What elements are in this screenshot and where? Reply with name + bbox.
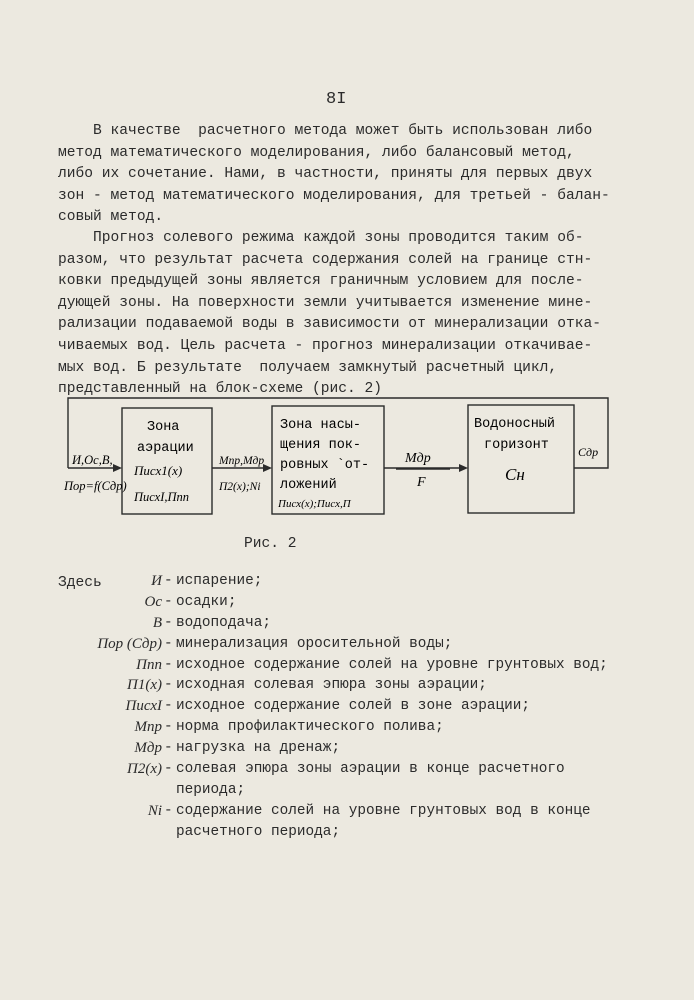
text-line: ковки предыдущей зоны является граничным условием для после- <box>58 273 584 290</box>
legend-dash: - <box>164 761 173 778</box>
legend-definition: исходное содержание солей на уровне грунтовых вод; <box>176 656 608 673</box>
text-line: совый метод. <box>58 209 164 226</box>
legend-row <box>60 740 620 761</box>
legend-list <box>60 573 620 845</box>
link12-bottom-label: П2(x);Ni <box>219 481 261 493</box>
legend-definition: исходная солевая эпюра зоны аэрации; <box>176 677 487 694</box>
box2-line-4: ложений <box>280 478 337 493</box>
legend-symbol: П1(x) <box>127 677 162 694</box>
legend-definition: испарение; <box>176 573 263 589</box>
legend-continuation: периода; <box>176 781 246 798</box>
legend-definition: нагрузка на дренаж; <box>176 740 341 757</box>
legend-dash: - <box>164 593 173 610</box>
legend-dash: - <box>164 698 173 715</box>
box2-line-3: ровных `от- <box>280 458 370 473</box>
legend-continuation: расчетного периода; <box>176 823 341 840</box>
legend-row <box>60 594 620 615</box>
legend-definition: осадки; <box>176 593 237 610</box>
text-line: дующей зоны. На поверхности земли учитывается изменение мине- <box>58 294 593 311</box>
legend-row <box>60 615 620 636</box>
legend-symbol: В <box>152 614 162 631</box>
legend-row <box>60 677 620 698</box>
box1-formula: Писх1(x) <box>134 463 183 478</box>
legend-symbol: Ni <box>147 802 162 819</box>
page-number: 8I <box>326 90 347 109</box>
text-line: метод математического моделирования, либо балансовый метод, <box>58 144 575 161</box>
box2-formula: Писх(x);Писх,П <box>278 498 351 510</box>
legend-intro: Здесь <box>58 575 102 591</box>
text-line: чиваемых вод. Цель расчета - прогноз минерализации откачивае- <box>58 337 593 354</box>
figure-caption: Рис. 2 <box>244 536 297 552</box>
arrow-head-icon <box>263 464 272 472</box>
box3-title: Водоносный <box>474 417 556 432</box>
legend-dash: - <box>164 677 173 694</box>
legend-row <box>60 719 620 740</box>
legend-symbol: Мдр <box>134 740 162 757</box>
legend-row <box>60 761 620 782</box>
text-line: зон - метод математического моделирования, для третьей - балан- <box>58 187 610 204</box>
text-line: В качестве расчетного метода может быть использован либо <box>58 123 593 139</box>
arrow-head-icon <box>113 464 122 472</box>
legend-dash: - <box>164 719 173 736</box>
legend-symbol: И <box>151 573 162 589</box>
box1-formula-2: ПисхI,Ппп <box>134 490 190 504</box>
legend-row <box>60 824 620 845</box>
input-top-label: И,Ос,В, <box>72 453 113 467</box>
text-line: либо их сочетание. Нами, в частности, приняты для первых двух <box>58 166 593 183</box>
box1-subtitle: аэрации <box>137 441 194 456</box>
legend-row <box>60 573 620 594</box>
legend-row <box>60 657 620 678</box>
legend-row <box>60 698 620 719</box>
legend-definition: солевая эпюра зоны аэрации в конце расчетного <box>176 761 565 778</box>
text-line: рализации подаваемой воды в зависимости от минерализации отка- <box>58 316 601 333</box>
legend-definition: норма профилактического полива; <box>176 719 444 736</box>
legend-dash: - <box>164 656 173 673</box>
arrow-head-icon <box>459 464 468 472</box>
legend-row <box>60 803 620 824</box>
input-bottom-label: Пор=f(Cдр) <box>64 479 127 493</box>
legend-dash: - <box>164 635 173 652</box>
link12-top-label: Мпр,Мдр <box>219 455 265 467</box>
legend-symbol: П2(x) <box>127 761 162 778</box>
text-line: представленный на блок-схеме (рис. 2) <box>58 381 383 398</box>
box3-symbol: Сн <box>505 465 525 484</box>
output-label: Cдр <box>578 445 599 459</box>
legend-dash: - <box>164 740 173 757</box>
legend-dash: - <box>164 802 173 819</box>
box2-line-1: Зона насы- <box>280 418 362 433</box>
legend-symbol: Мпр <box>134 719 162 736</box>
link23-top-label: Мдр <box>405 451 431 466</box>
legend-symbol: ПисхI <box>125 698 162 715</box>
text-line: Прогноз солевого режима каждой зоны проводится таким об- <box>58 230 584 246</box>
legend-definition: содержание солей на уровне грунтовых вод в конце <box>176 802 591 819</box>
legend-row <box>60 636 620 657</box>
legend-definition: исходное содержание солей в зоне аэрации; <box>176 698 531 715</box>
legend-definition: минерализация оросительной воды; <box>176 635 453 652</box>
legend-symbol: Ппп <box>136 656 162 673</box>
legend-symbol: Ос <box>144 593 162 610</box>
legend-dash: - <box>164 614 173 631</box>
legend-definition: водоподача; <box>176 614 271 631</box>
legend-row <box>60 782 620 803</box>
legend-dash: - <box>164 573 173 589</box>
legend-symbol: Пор (Cдр) <box>97 635 162 652</box>
link23-bottom-label: F <box>417 475 426 490</box>
box2-line-2: щения пок- <box>280 438 362 453</box>
text-line: мых вод. Б результате получаем замкнутый расчетный цикл, <box>58 359 558 376</box>
box1-title: Зона <box>147 420 180 435</box>
box3-subtitle: горизонт <box>484 438 549 453</box>
text-line: разом, что результат расчета содержания солей на границе стн- <box>58 251 593 268</box>
